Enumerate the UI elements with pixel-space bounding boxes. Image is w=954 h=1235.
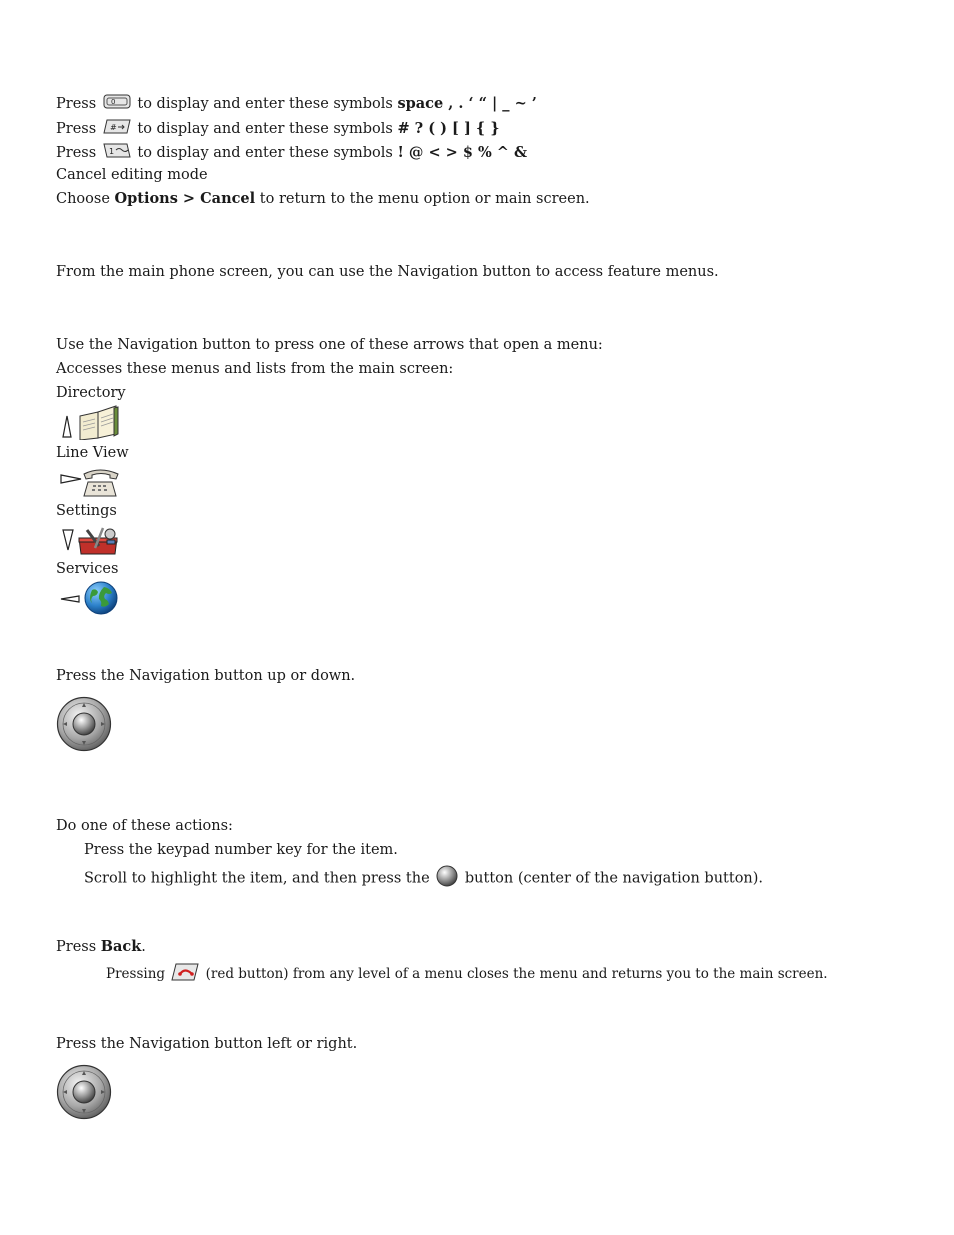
toolbox-icon xyxy=(77,526,119,560)
up-arrow-icon xyxy=(60,402,74,442)
menu-label-services: Services xyxy=(56,561,119,577)
select-option-scroll: Scroll to highlight the item, and then press the button (center of the navigation button). xyxy=(84,865,763,892)
scroll-instruction: Press the Navigation button up or down. xyxy=(56,668,356,684)
key-0-label: 0 xyxy=(110,98,116,106)
left-arrow-icon xyxy=(60,592,80,608)
cancel-instruction: Choose Options > Cancel to return to the menu option or main screen. xyxy=(56,190,590,207)
key-hash-label: # xyxy=(109,123,117,132)
symbols-row-hash: Press # to display and enter these symbols # ? ( ) [ ] { } xyxy=(56,118,500,140)
key-hash-icon xyxy=(103,118,131,140)
cancel-heading: Cancel editing mode xyxy=(56,167,208,183)
right-arrow-icon xyxy=(60,473,82,489)
back-note: Pressing (red button) from any level of a menu closes the menu and returns you to the main screen. xyxy=(106,962,828,987)
back-instruction: Press Back. xyxy=(56,938,146,955)
key-0-icon xyxy=(103,94,131,114)
select-button-icon xyxy=(436,865,458,892)
globe-icon xyxy=(84,581,118,619)
menu-label-settings: Settings xyxy=(56,503,117,519)
symbols-row-1: Press 1 to display and enter these symbols ! @ < > $ % ^ & xyxy=(56,142,527,164)
red-button-icon xyxy=(171,962,199,987)
leftright-instruction: Press the Navigation button left or right. xyxy=(56,1036,358,1052)
navigation-button-icon-2 xyxy=(56,1064,112,1124)
symbols-row-0: Press 0 to display and enter these symbols space , . ‘ “ | _ ~ ’ xyxy=(56,95,537,112)
select-option-keypad: Press the keypad number key for the item. xyxy=(84,842,398,858)
key-1-label: 1 xyxy=(108,147,114,156)
down-arrow-icon xyxy=(62,528,74,556)
key-1-icon xyxy=(103,142,131,164)
book-icon xyxy=(78,404,120,444)
menu-label-directory: Directory xyxy=(56,385,126,401)
menu-label-line-view: Line View xyxy=(56,445,129,461)
menus-intro: Use the Navigation button to press one of these arrows that open a menu: xyxy=(56,337,603,353)
menus-accesses: Accesses these menus and lists from the main screen: xyxy=(56,361,454,377)
nav-intro: From the main phone screen, you can use the Navigation button to access feature menus. xyxy=(56,264,719,280)
select-intro: Do one of these actions: xyxy=(56,818,233,834)
phone-icon xyxy=(80,468,120,502)
navigation-button-icon xyxy=(56,696,112,756)
